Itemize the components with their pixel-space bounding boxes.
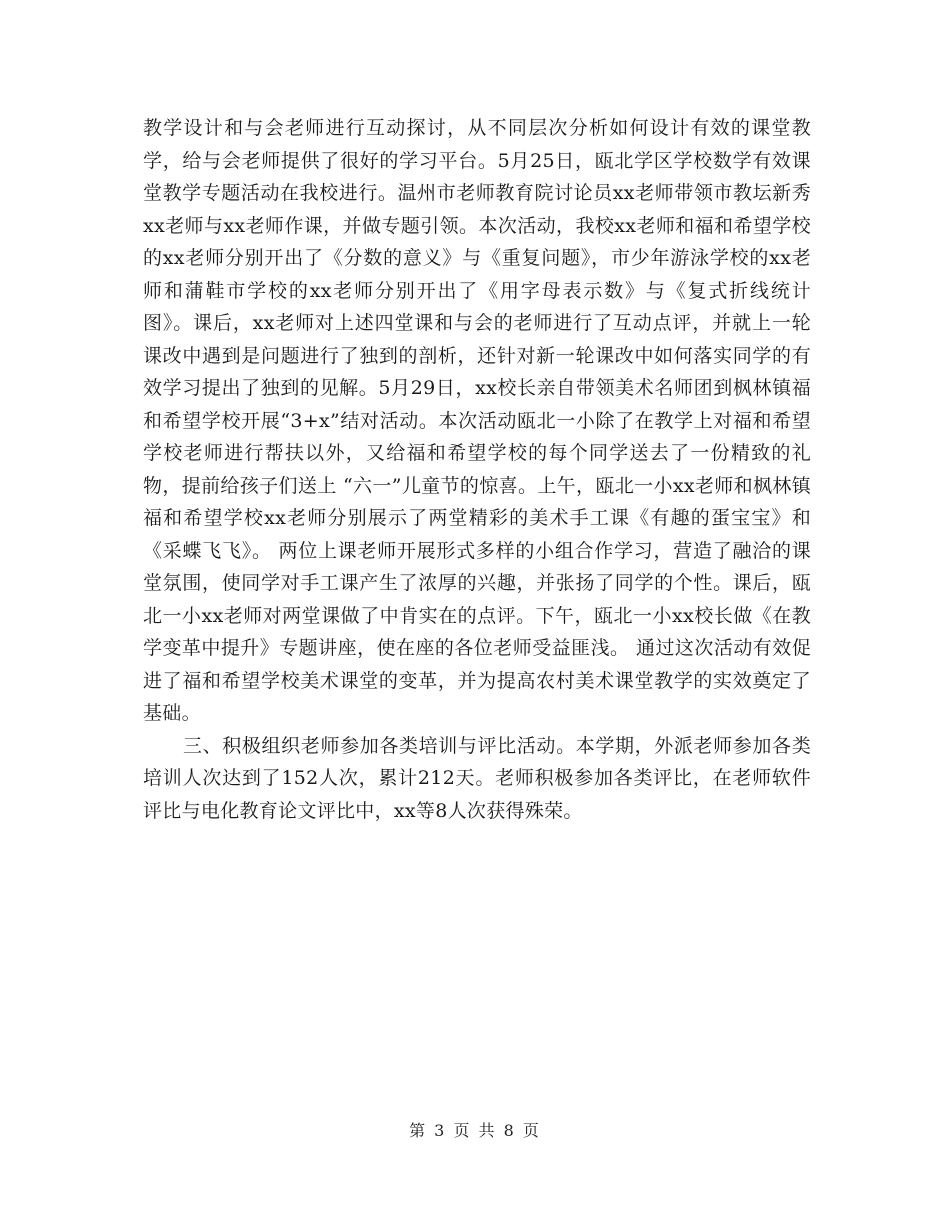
body-paragraph-2: 三、积极组织老师参加各类培训与评比活动。本学期，外派老师参加各类培训人次达到了152人次，累计212天。老师积极参加各类评比，在老师软件评比与电化教育论文评比中，xx等8人次获得殊荣。 [143, 734, 811, 822]
document-body [143, 112, 811, 827]
page-footer-number: 第 3 页 共 8 页 [409, 1121, 541, 1140]
body-paragraph-1: 教学设计和与会老师进行互动探讨，从不同层次分析如何设计有效的课堂教学，给与会老师提供了很好的学习平台。5月25日，瓯北学区学校数学有效课堂教学专题活动在我校进行。温州市老师教育院讨论员xx老师带领市教坛新秀xx老师与xx老师作课，并做专题引领。本次活动，我校xx老师和福和希望学校的xx老师分别开出了《分数的意义》与《重复问题》，市少年游泳学校的xx老师和蒲鞋市学校的xx老师分别开出了《用字母表示数》与《复式折线统计图》。课后，xx老师对上述四堂课和与会的老师进行了互动点评，并就上一轮课改中遇到是问题进行了独到的剖析，还针对新一轮课改中如何落实同学的有效学习提出了独到的见解。5月29日，xx校长亲自带领美术名师团到枫林镇福和希望学校开展“3+x”结对活动。本次活动瓯北一小除了在教学上对福和希望学校老师进行帮扶以外，又给福和希望学校的每个同学送去了一份精致的礼物，提前给孩子们送上 “六一”儿童节的惊喜。上午，瓯北一小xx老师和枫林镇福和希望学校xx老师分别展示了两堂精彩的美术手工课《有趣的蛋宝宝》和《采蝶飞飞》。 两位上课老师开展形式多样的小组合作学习，营造了融洽的课堂氛围，使同学对手工课产生了浓厚的兴趣，并张扬了同学的个性。课后，瓯北一小xx老师对两堂课做了中肯实在的点评。下午，瓯北一小xx校长做《在教学变革中提升》专题讲座，使在座的各位老师受益匪浅。 通过这次活动有效促进了福和希望学校美术课堂的变革，并为提高农村美术课堂教学的实效奠定了基础。 [143, 117, 811, 724]
